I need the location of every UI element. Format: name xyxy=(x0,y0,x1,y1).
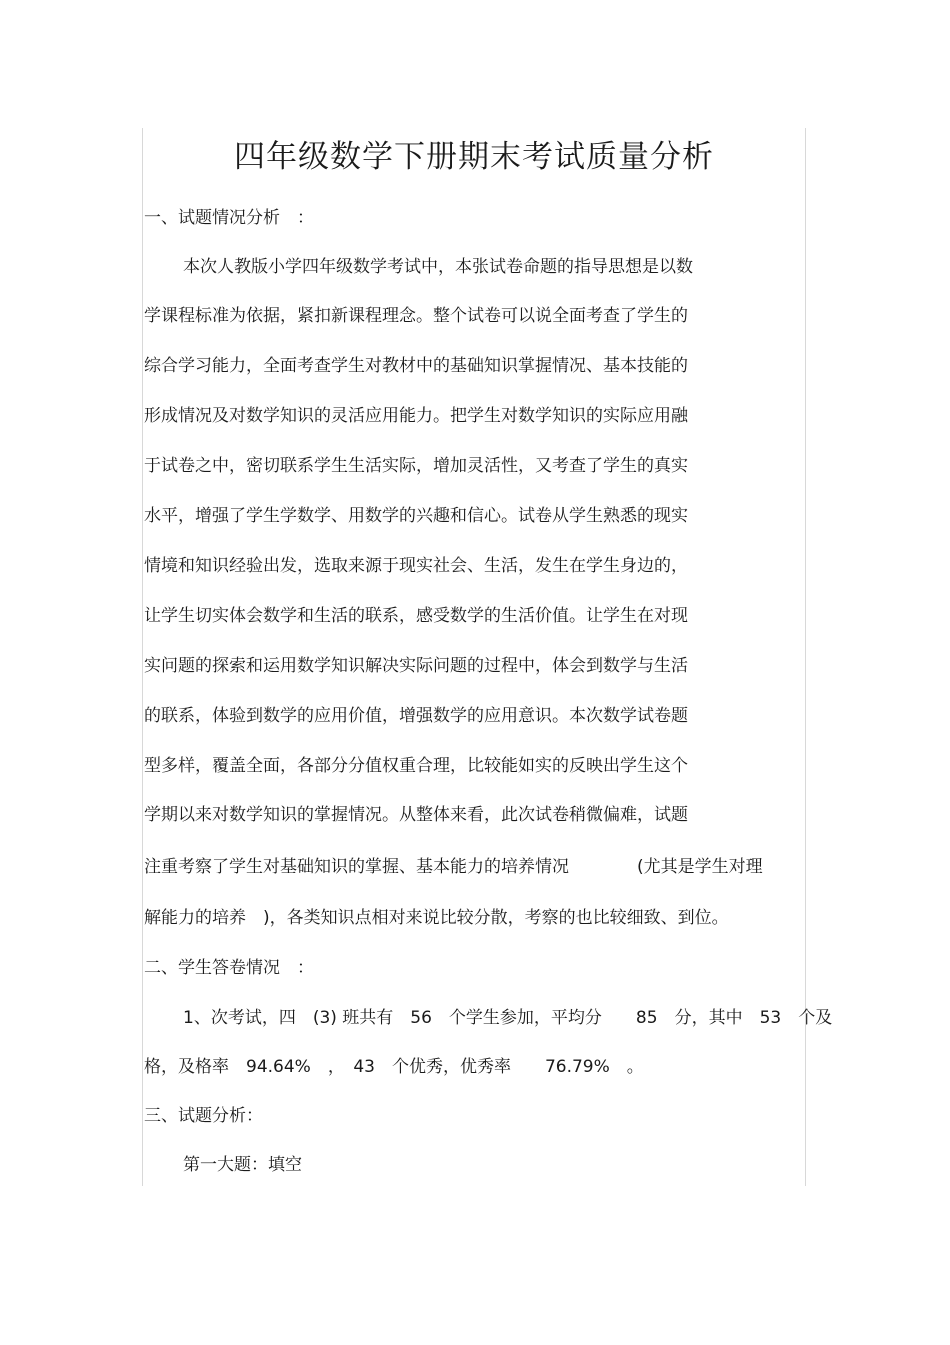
section1-line-2: 学课程标准为依据，紧扣新课程理念。整个试卷可以说全面考查了学生的 xyxy=(144,306,688,326)
document-title: 四年级数学下册期末考试质量分析 xyxy=(234,139,714,175)
section1-line-14: 解能力的培养 )，各类知识点相对来说比较分散，考察的也比较细致、到位。 xyxy=(144,908,729,928)
section2-line-2: 格，及格率 94.64% ， 43 个优秀，优秀率 76.79% 。 xyxy=(144,1057,644,1077)
section1-heading: 一、试题情况分析 ： xyxy=(144,208,314,228)
section1-line-13-part-b: (尤其是学生对理 xyxy=(637,857,763,877)
section1-line-8: 让学生切实体会数学和生活的联系，感受数学的生活价值。让学生在对现 xyxy=(144,606,688,626)
section2-heading: 二、学生答卷情况 ： xyxy=(144,958,314,978)
section1-line-11: 型多样，覆盖全面，各部分分值权重合理，比较能如实的反映出学生这个 xyxy=(144,756,688,776)
section1-line-9: 实问题的探索和运用数学知识解决实际问题的过程中，体会到数学与生活 xyxy=(144,656,688,676)
section3-heading: 三、试题分析： xyxy=(144,1106,263,1126)
section1-line-1: 本次人教版小学四年级数学考试中，本张试卷命题的指导思想是以数 xyxy=(183,257,693,277)
section1-line-12: 学期以来对数学知识的掌握情况。从整体来看，此次试卷稍微偏难，试题 xyxy=(144,805,688,825)
section1-line-6: 水平，增强了学生学数学、用数学的兴趣和信心。试卷从学生熟悉的现实 xyxy=(144,506,688,526)
section1-line-5: 于试卷之中，密切联系学生生活实际，增加灵活性，又考查了学生的真实 xyxy=(144,456,688,476)
section1-line-13 xyxy=(144,855,763,879)
section1-line-13-part-a: 注重考察了学生对基础知识的掌握、基本能力的培养情况 xyxy=(144,857,569,877)
section1-line-3: 综合学习能力，全面考查学生对教材中的基础知识掌握情况、基本技能的 xyxy=(144,356,688,376)
section1-line-4: 形成情况及对数学知识的灵活应用能力。把学生对数学知识的实际应用融 xyxy=(144,406,688,426)
section1-line-7: 情境和知识经验出发，选取来源于现实社会、生活，发生在学生身边的， xyxy=(144,556,688,576)
section3-subheading-1: 第一大题：填空 xyxy=(183,1155,302,1175)
section1-line-10: 的联系，体验到数学的应用价值，增强数学的应用意识。本次数学试卷题 xyxy=(144,706,688,726)
section2-line-1: 1、次考试，四 (3) 班共有 56 个学生参加，平均分 85 分，其中 53 个及 xyxy=(183,1008,833,1028)
